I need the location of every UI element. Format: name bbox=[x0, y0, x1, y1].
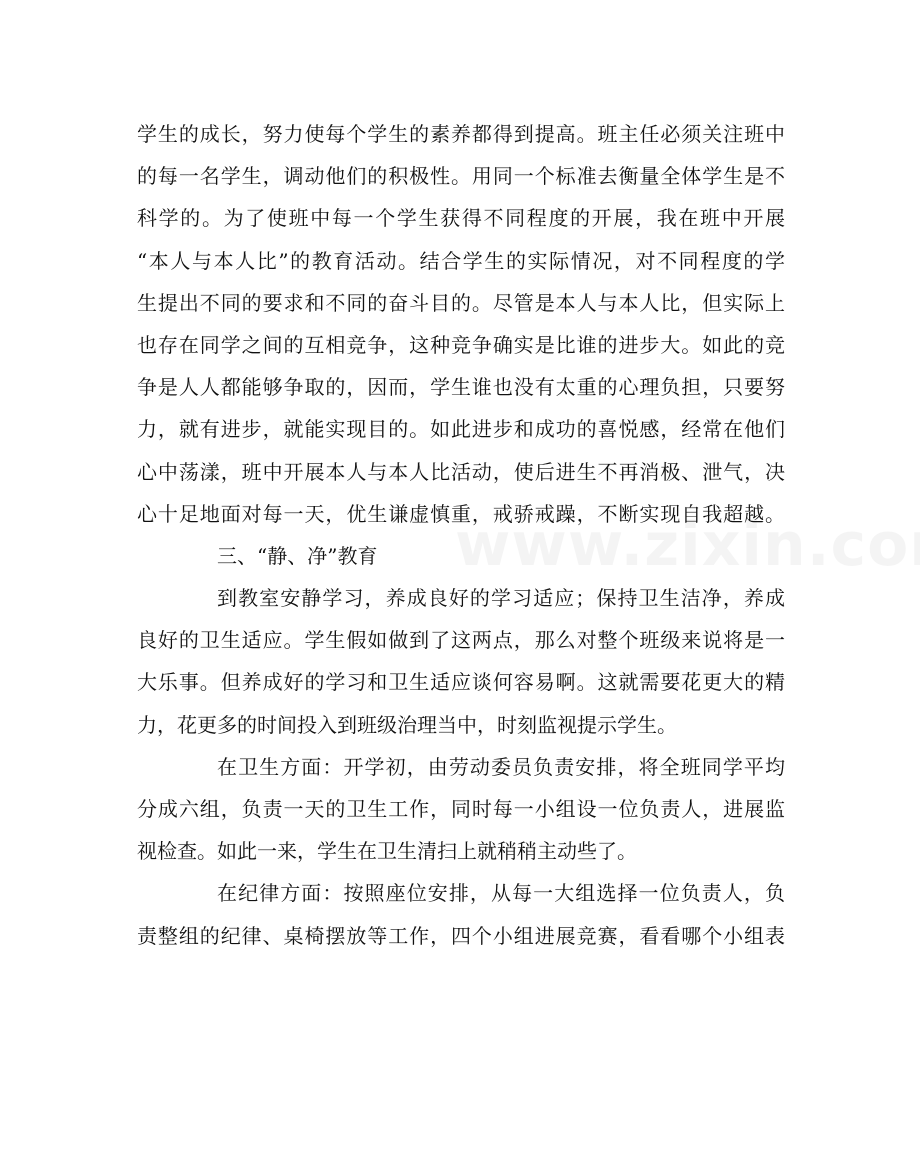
text-line: 视检查。如此一来，学生在卫生清扫上就稍稍主动些了。 bbox=[137, 839, 637, 864]
text-line: 在纪律方面：按照座位安排，从每一大组选择一位负责人，负 bbox=[217, 881, 785, 906]
text-line: 心中荡漾，班中开展本人与本人比活动，使后进生不再消极、泄气，决 bbox=[137, 459, 785, 484]
text-line: 到教室安静学习，养成良好的学习适应；保持卫生洁净，养成 bbox=[217, 586, 785, 611]
text-line: “本人与本人比”的教育活动。结合学生的实际情况，对不同程度的学 bbox=[137, 248, 785, 273]
text-line: 责整组的纪律、桌椅摆放等工作，四个小组进展竞赛，看看哪个小组表 bbox=[137, 923, 785, 948]
text-line: 心十足地面对每一天，优生谦虚慎重，戒骄戒躁，不断实现自我超越。 bbox=[137, 501, 785, 526]
text-line: 争是人人都能够争取的，因而，学生谁也没有太重的心理负担，只要努 bbox=[137, 375, 785, 400]
text-line: 在卫生方面：开学初，由劳动委员负责安排，将全班同学平均 bbox=[217, 754, 785, 779]
text-line: 力，就有进步，就能实现目的。如此进步和成功的喜悦感，经常在他们 bbox=[137, 417, 785, 442]
text-line: 学生的成长，努力使每个学生的素养都得到提高。班主任必须关注班中 bbox=[137, 122, 785, 146]
document-body bbox=[137, 113, 785, 957]
text-line: 科学的。为了使班中每一个学生获得不同程度的开展，我在班中开展 bbox=[137, 206, 785, 231]
text-line: 的每一名学生，调动他们的积极性。用同一个标准去衡量全体学生是不 bbox=[137, 164, 785, 189]
text-line: 大乐事。但养成好的学习和卫生适应谈何容易啊。这就需要花更大的精 bbox=[137, 670, 785, 695]
text-line: 力，花更多的时间投入到班级治理当中，时刻监视提示学生。 bbox=[137, 712, 677, 737]
text-line: 良好的卫生适应。学生假如做到了这两点，那么对整个班级来说将是一 bbox=[137, 628, 785, 653]
text-line: 也存在同学之间的互相竞争，这种竞争确实是比谁的进步大。如此的竞 bbox=[137, 332, 785, 357]
text-line: 生提出不同的要求和不同的奋斗目的。尽管是本人与本人比，但实际上 bbox=[137, 290, 785, 315]
text-line: 三、“静、净”教育 bbox=[217, 543, 378, 568]
text-line: 分成六组，负责一天的卫生工作，同时每一小组设一位负责人，进展监 bbox=[137, 797, 785, 821]
